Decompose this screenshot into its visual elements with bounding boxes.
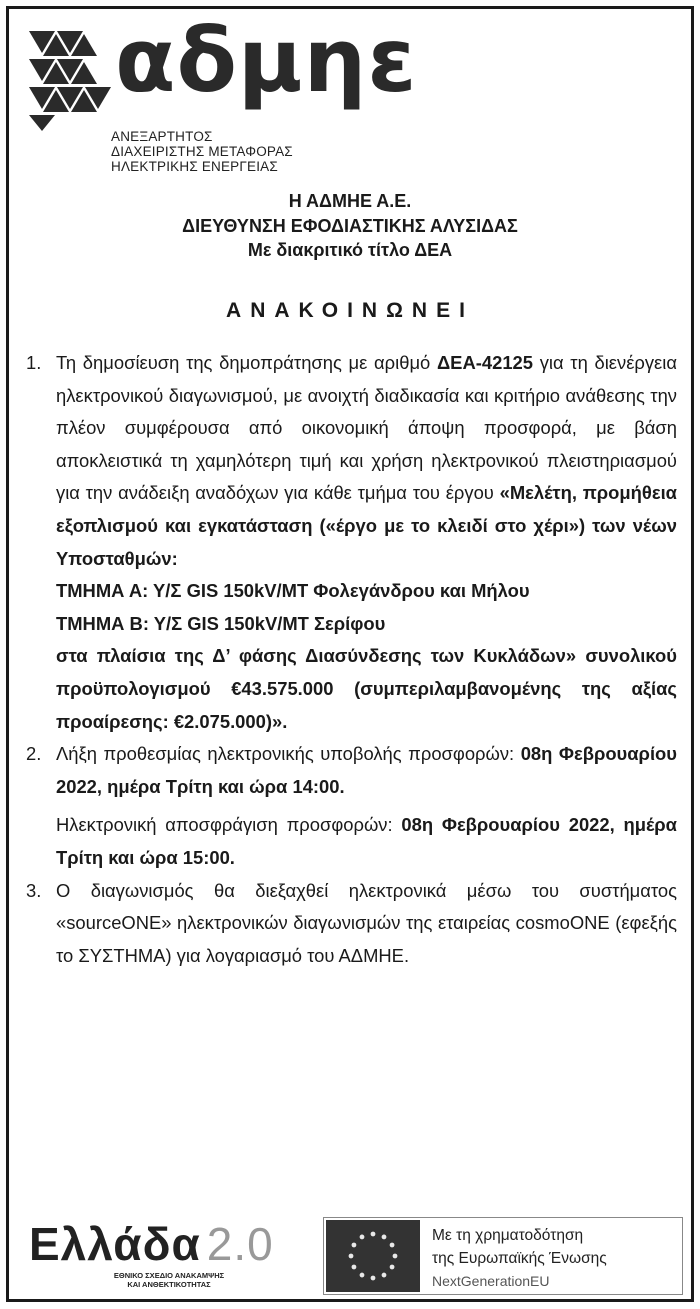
announcement-frame — [6, 6, 694, 1302]
eu-star — [382, 1273, 387, 1278]
list-item-1 — [23, 347, 677, 738]
eu-star — [393, 1254, 398, 1259]
tmima-b: ΤΜΗΜΑ Β: Υ/Σ GIS 150kV/MT Σερίφου — [56, 612, 386, 634]
admie-logo — [29, 9, 418, 191]
ellada-version: 2.0 — [206, 1218, 274, 1270]
item-3-paragraph: Ο διαγωνισμός θα διεξαχθεί ηλεκτρονικά μέσω του συστήματος «sourceONE» ηλεκτρονικών διαγωνισμών της εταιρείας cosmoONE (εφεξής το ΣΥΣΤΗΜΑ) για λογαριασμό του ΑΔΜΗΕ. — [56, 879, 677, 966]
admie-triangles-icon — [29, 31, 111, 131]
eu-star — [360, 1235, 365, 1240]
item-number: 2. — [26, 743, 42, 765]
list-item-3 — [23, 875, 677, 973]
eu-star — [360, 1273, 365, 1278]
item-2-deadline: Λήξη προθεσμίας ηλεκτρονικής υποβολής προσφορών: 08η Φεβρουαρίου 2022, ημέρα Τρίτη και ώρα 14:00. — [56, 743, 677, 797]
ellada-subtitle: ΕΘΝΙΚΟ ΣΧΕΔΙΟ ΑΝΑΚΑΜΨΗΣ ΚΑΙ ΑΝΘΕΚΤΙΚΟΤΗΤΑΣ — [113, 1271, 225, 1289]
eu-star — [352, 1265, 357, 1270]
eu-star — [390, 1265, 395, 1270]
ellada-word: Ελλάδα — [29, 1218, 201, 1270]
header-company: Η ΑΔΜΗΕ Α.Ε. — [288, 191, 412, 211]
eu-star — [352, 1243, 357, 1248]
eu-line-1: Με τη χρηματοδότηση — [432, 1227, 584, 1244]
eu-funding-badge — [323, 1217, 683, 1295]
item-number: 1. — [26, 352, 42, 373]
admie-subtitle: ΑΝΕΞΑΡΤΗΤΟΣ ΔΙΑΧΕΙΡΙΣΤΗΣ ΜΕΤΑΦΟΡΑΣ ΗΛΕΚΤΡΙΚΗΣ ΕΝΕΡΓΕΙΑΣ — [111, 129, 293, 174]
announcement-body — [23, 347, 677, 972]
eu-flag-icon — [326, 1220, 420, 1292]
admie-wordmark: αδμηε — [115, 9, 418, 112]
item-number: 3. — [26, 879, 42, 901]
tmima-a: ΤΜΗΜΑ Α: Υ/Σ GIS 150kV/MT Φολεγάνδρου και Μήλου — [56, 580, 530, 602]
eu-line-3: NextGenerationEU — [432, 1273, 550, 1289]
item-1-paragraph: Τη δημοσίευση της δημοπράτησης με αριθμό ΔΕΑ-42125 για τη διενέργεια ηλεκτρονικού διαγωνισμού, με ανοιχτή διαδικασία και κριτήριο ανάθεσης την πλέον συμφέρουσα από οικονομική άποψη προσφορά, με βάση αποκλειστικά τη χαμηλότερη τιμή και χρήση ηλεκτρονικού πλειστηριασμού για την ανάδειξη αναδόχων για κάθε τμήμα του έργου «Μελέτη, προμήθεια εξοπλισμού και εγκατάσταση («έργο με το κλειδί στο χέρι») των νέων Υποσταθμών: — [56, 352, 677, 569]
eu-star — [349, 1254, 354, 1259]
item-1-budget: στα πλαίσια της Δ’ φάσης Διασύνδεσης των Κυκλάδων» συνολικού προϋπολογισμού €43.575.000 (συμπεριλαμβανομένης της αξίας προαίρεσης: €2.075.000)». — [56, 645, 677, 732]
announce-heading: ΑΝΑΚΟΙΝΩΝΕΙ — [226, 299, 474, 322]
eu-star — [390, 1243, 395, 1248]
ellada-2-logo — [29, 1218, 299, 1296]
header-department: ΔΙΕΥΘΥΝΣΗ ΕΦΟΔΙΑΣΤΙΚΗΣ ΑΛΥΣΙΔΑΣ — [182, 216, 518, 236]
eu-line-2: της Ευρωπαϊκής Ένωσης — [432, 1250, 607, 1267]
header-title: Με διακριτικό τίτλο ΔΕΑ — [247, 240, 453, 260]
list-item-2 — [23, 738, 677, 874]
eu-star — [371, 1276, 376, 1281]
eu-star — [382, 1235, 387, 1240]
eu-star — [371, 1232, 376, 1237]
item-2-opening: Ηλεκτρονική αποσφράγιση προσφορών: 08η Φεβρουαρίου 2022, ημέρα Τρίτη και ώρα 15:00. — [56, 814, 677, 868]
